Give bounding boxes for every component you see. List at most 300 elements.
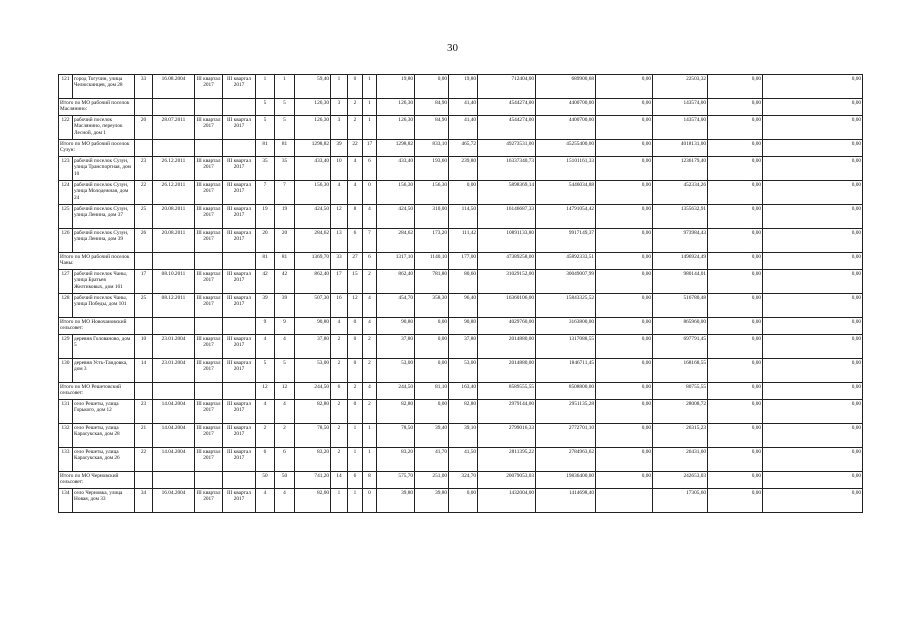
value-cell-p2: 2	[348, 99, 363, 116]
value-cell-p2: 15	[348, 270, 363, 294]
value-cell-f: 689900,68	[536, 75, 596, 99]
empty-cell	[153, 140, 195, 157]
value-cell-s: 59,40	[295, 75, 331, 99]
empty-cell	[195, 253, 223, 270]
housing-program-table	[58, 74, 863, 513]
table-row	[59, 448, 863, 472]
subtotal-label-cell: Итого по МО Черновский сельсовет:	[59, 472, 135, 489]
value-cell-p1: 10	[331, 157, 348, 181]
value-cell-s: 433,40	[295, 157, 331, 181]
value-cell-c: 2014880,00	[478, 359, 536, 383]
row-number-cell: 123	[59, 157, 73, 181]
value-cell-a: 5	[256, 116, 275, 140]
value-cell-f5: 0,00	[763, 75, 863, 99]
value-cell-f5: 0,00	[763, 253, 863, 270]
table-row	[59, 424, 863, 448]
value-cell-f5: 0,00	[763, 157, 863, 181]
value-cell-ar: 53,00	[377, 359, 415, 383]
value-cell-a2: 41,50	[449, 448, 478, 472]
value-cell-f4: 0,00	[708, 424, 763, 448]
value-cell-c: 16337340,73	[478, 157, 536, 181]
value-cell-a2: 37,80	[449, 335, 478, 359]
date-cell: 26.12.2011	[153, 157, 195, 181]
planned-quarter-cell: III квартал 2017	[195, 359, 223, 383]
value-cell-ar: 433,40	[377, 157, 415, 181]
value-cell-ar: 39,80	[377, 489, 415, 513]
value-cell-p1: 2	[331, 335, 348, 359]
row-number-cell: 128	[59, 294, 73, 318]
value-cell-p2: 6	[348, 472, 363, 489]
value-cell-f2: 0,00	[596, 294, 653, 318]
value-cell-s: 37,80	[295, 335, 331, 359]
address-cell: деревня Голованово, дом 5	[73, 335, 135, 359]
empty-cell	[135, 383, 153, 400]
value-cell-c: 47389258,00	[478, 253, 536, 270]
value-cell-f: 45255400,00	[536, 140, 596, 157]
value-cell-f4: 0,00	[708, 140, 763, 157]
value-cell-p1: 1	[331, 489, 348, 513]
value-cell-a2: 0,00	[449, 489, 478, 513]
year-cell: 26	[135, 229, 153, 253]
planned-quarter-cell: III квартал 2017	[195, 400, 223, 424]
value-cell-f3: 26431,60	[653, 448, 708, 472]
value-cell-b: 81	[275, 140, 295, 157]
value-cell-a1: 41,70	[415, 448, 449, 472]
value-cell-f4: 0,00	[708, 181, 763, 205]
value-cell-a2: 90,80	[449, 318, 478, 335]
subtotal-row	[59, 383, 863, 400]
address-cell: рабочий поселок Чаны, улица Братьев Желтиковых, дом 161	[73, 270, 135, 294]
value-cell-a2: 111,42	[449, 229, 478, 253]
value-cell-a: 6	[256, 448, 275, 472]
value-cell-a: 39	[256, 294, 275, 318]
address-cell: город Тогучин, улица Челюскинцев, дом 28	[73, 75, 135, 99]
subtotal-label-cell: Итого по МО Новочановский сельсовет:	[59, 318, 135, 335]
value-cell-f2: 0,00	[596, 270, 653, 294]
value-cell-f4: 0,00	[708, 318, 763, 335]
value-cell-a2: 177,00	[449, 253, 478, 270]
planned-quarter-cell: III квартал 2017	[195, 181, 223, 205]
value-cell-a2: 53,00	[449, 359, 478, 383]
empty-cell	[153, 318, 195, 335]
value-cell-f: 45892333,51	[536, 253, 596, 270]
value-cell-ar: 862,40	[377, 270, 415, 294]
value-cell-a: 35	[256, 157, 275, 181]
empty-cell	[135, 99, 153, 116]
value-cell-f5: 0,00	[763, 318, 863, 335]
year-cell: 14	[135, 359, 153, 383]
row-number-cell: 129	[59, 335, 73, 359]
value-cell-p3: 4	[363, 294, 377, 318]
row-number-cell: 131	[59, 400, 73, 424]
value-cell-f2: 0,00	[596, 116, 653, 140]
value-cell-p3: 1	[363, 448, 377, 472]
value-cell-f5: 0,00	[763, 181, 863, 205]
value-cell-a: 7	[256, 181, 275, 205]
value-cell-b: 42	[275, 270, 295, 294]
value-cell-b: 9	[275, 318, 295, 335]
value-cell-p1: 1	[331, 75, 348, 99]
table-row	[59, 116, 863, 140]
table-row	[59, 75, 863, 99]
value-cell-f3: 242653,03	[653, 472, 708, 489]
value-cell-p1: 33	[331, 253, 348, 270]
value-cell-c: 2799016,33	[478, 424, 536, 448]
value-cell-c: 5898369,14	[478, 181, 536, 205]
value-cell-a2: 82,80	[449, 400, 478, 424]
value-cell-a1: 0,00	[415, 75, 449, 99]
value-cell-f: 14791054,42	[536, 205, 596, 229]
table-row	[59, 335, 863, 359]
value-cell-f: 2784963,62	[536, 448, 596, 472]
value-cell-c: 4544274,00	[478, 99, 536, 116]
row-number-cell: 127	[59, 270, 73, 294]
value-cell-f3: 452334,26	[653, 181, 708, 205]
value-cell-ar: 126,30	[377, 99, 415, 116]
row-number-cell: 124	[59, 181, 73, 205]
value-cell-p2: 12	[348, 294, 363, 318]
value-cell-a2: 465,72	[449, 140, 478, 157]
value-cell-a1: 833,10	[415, 140, 449, 157]
value-cell-f5: 0,00	[763, 229, 863, 253]
year-cell: 10	[135, 335, 153, 359]
value-cell-p2: 4	[348, 181, 363, 205]
year-cell: 17	[135, 270, 153, 294]
row-number-cell: 126	[59, 229, 73, 253]
value-cell-b: 4	[275, 489, 295, 513]
value-cell-b: 12	[275, 383, 295, 400]
value-cell-c: 31029152,00	[478, 270, 536, 294]
date-cell: 08.12.2011	[153, 294, 195, 318]
value-cell-s: 83,20	[295, 448, 331, 472]
value-cell-f3: 143574,00	[653, 116, 708, 140]
value-cell-f3: 516780,48	[653, 294, 708, 318]
year-cell: 22	[135, 181, 153, 205]
table-row	[59, 181, 863, 205]
value-cell-f2: 0,00	[596, 400, 653, 424]
value-cell-s: 82,00	[295, 489, 331, 513]
value-cell-a1: 358,30	[415, 294, 449, 318]
year-cell: 34	[135, 489, 153, 513]
planned-quarter-cell: III квартал 2017	[195, 448, 223, 472]
value-cell-p1: 3	[331, 116, 348, 140]
value-cell-p3: 1	[363, 99, 377, 116]
empty-cell	[135, 318, 153, 335]
actual-quarter-cell: III квартал 2017	[223, 448, 256, 472]
value-cell-a: 19	[256, 205, 275, 229]
value-cell-a1: 173,20	[415, 229, 449, 253]
actual-quarter-cell: III квартал 2017	[223, 424, 256, 448]
value-cell-a1: 39,80	[415, 489, 449, 513]
value-cell-p1: 4	[331, 318, 348, 335]
value-cell-p2: 0	[348, 359, 363, 383]
value-cell-ar: 156,30	[377, 181, 415, 205]
empty-cell	[153, 472, 195, 489]
value-cell-b: 5	[275, 99, 295, 116]
value-cell-f5: 0,00	[763, 489, 863, 513]
value-cell-a: 81	[256, 140, 275, 157]
value-cell-s: 1298,82	[295, 140, 331, 157]
date-cell: 14.04.2004	[153, 448, 195, 472]
value-cell-ar: 19,80	[377, 75, 415, 99]
value-cell-f4: 0,00	[708, 75, 763, 99]
empty-cell	[223, 140, 256, 157]
value-cell-f2: 0,00	[596, 99, 653, 116]
value-cell-p3: 1	[363, 424, 377, 448]
table-row	[59, 205, 863, 229]
planned-quarter-cell: III квартал 2017	[195, 157, 223, 181]
value-cell-f2: 0,00	[596, 140, 653, 157]
planned-quarter-cell: III квартал 2017	[195, 116, 223, 140]
value-cell-f4: 0,00	[708, 157, 763, 181]
value-cell-f5: 0,00	[763, 140, 863, 157]
planned-quarter-cell: III квартал 2017	[195, 229, 223, 253]
value-cell-a1: 0,00	[415, 318, 449, 335]
table-row	[59, 489, 863, 513]
value-cell-p2: 4	[348, 157, 363, 181]
value-cell-p3: 2	[363, 400, 377, 424]
value-cell-f5: 0,00	[763, 205, 863, 229]
address-cell: село Решеты, улица Карасукская, дом 26	[73, 448, 135, 472]
value-cell-p1: 2	[331, 400, 348, 424]
empty-cell	[135, 253, 153, 270]
actual-quarter-cell: III квартал 2017	[223, 181, 256, 205]
value-cell-f5: 0,00	[763, 294, 863, 318]
value-cell-a: 4	[256, 400, 275, 424]
value-cell-c: 1432004,00	[478, 489, 536, 513]
value-cell-a2: 324,70	[449, 472, 478, 489]
value-cell-f2: 0,00	[596, 472, 653, 489]
value-cell-f5: 0,00	[763, 424, 863, 448]
value-cell-p1: 16	[331, 294, 348, 318]
empty-cell	[223, 472, 256, 489]
empty-cell	[153, 99, 195, 116]
value-cell-s: 1369,70	[295, 253, 331, 270]
value-cell-f2: 0,00	[596, 157, 653, 181]
value-cell-p2: 27	[348, 253, 363, 270]
value-cell-a: 1	[256, 75, 275, 99]
value-cell-f4: 0,00	[708, 383, 763, 400]
value-cell-p3: 8	[363, 472, 377, 489]
value-cell-p1: 2	[331, 424, 348, 448]
value-cell-a: 81	[256, 253, 275, 270]
planned-quarter-cell: III квартал 2017	[195, 205, 223, 229]
value-cell-ar: 37,80	[377, 335, 415, 359]
value-cell-c: 2979144,00	[478, 400, 536, 424]
value-cell-c: 2811395,22	[478, 448, 536, 472]
actual-quarter-cell: III квартал 2017	[223, 335, 256, 359]
subtotal-row	[59, 99, 863, 116]
date-cell: 20.08.2011	[153, 205, 195, 229]
row-number-cell: 121	[59, 75, 73, 99]
value-cell-a2: 163,40	[449, 383, 478, 400]
value-cell-a2: 19,80	[449, 75, 478, 99]
value-cell-c: 20079053,03	[478, 472, 536, 489]
value-cell-a2: 239,80	[449, 157, 478, 181]
value-cell-f2: 0,00	[596, 318, 653, 335]
value-cell-a: 5	[256, 99, 275, 116]
value-cell-a2: 39,10	[449, 424, 478, 448]
value-cell-f: 9917149,37	[536, 229, 596, 253]
value-cell-p2: 1	[348, 448, 363, 472]
value-cell-f3: 1496924,49	[653, 253, 708, 270]
value-cell-f: 5446034,88	[536, 181, 596, 205]
date-cell: 14.04.2004	[153, 424, 195, 448]
value-cell-f4: 0,00	[708, 99, 763, 116]
value-cell-a: 4	[256, 489, 275, 513]
value-cell-p3: 2	[363, 270, 377, 294]
value-cell-f3: 697791,45	[653, 335, 708, 359]
value-cell-f: 3163800,00	[536, 318, 596, 335]
value-cell-p1: 2	[331, 448, 348, 472]
actual-quarter-cell: III квартал 2017	[223, 359, 256, 383]
subtotal-row	[59, 472, 863, 489]
value-cell-f3: 143574,00	[653, 99, 708, 116]
value-cell-a: 20	[256, 229, 275, 253]
value-cell-f4: 0,00	[708, 229, 763, 253]
value-cell-f4: 0,00	[708, 294, 763, 318]
value-cell-f: 2951135,28	[536, 400, 596, 424]
empty-cell	[135, 472, 153, 489]
value-cell-p3: 2	[363, 359, 377, 383]
value-cell-s: 126,30	[295, 99, 331, 116]
value-cell-c: 4544274,00	[478, 116, 536, 140]
value-cell-c: 16146687,33	[478, 205, 536, 229]
value-cell-f3: 1355632,91	[653, 205, 708, 229]
table-row	[59, 157, 863, 181]
value-cell-c: 10891133,80	[478, 229, 536, 253]
value-cell-c: 8589555,55	[478, 383, 536, 400]
value-cell-f4: 0,00	[708, 448, 763, 472]
value-cell-b: 7	[275, 181, 295, 205]
year-cell: 25	[135, 205, 153, 229]
value-cell-ar: 90,80	[377, 318, 415, 335]
value-cell-p2: 8	[348, 205, 363, 229]
value-cell-f2	[596, 489, 653, 513]
subtotal-label-cell: Итого по МО рабочий поселок Сузун:	[59, 140, 135, 157]
value-cell-p2: 0	[348, 75, 363, 99]
value-cell-s: 284,62	[295, 229, 331, 253]
value-cell-p3: 4	[363, 205, 377, 229]
value-cell-p3: 2	[363, 335, 377, 359]
address-cell: село Решеты, улица Горького, дом 12	[73, 400, 135, 424]
value-cell-p3: 0	[363, 181, 377, 205]
value-cell-f3: 17305,60	[653, 489, 708, 513]
year-cell: 25	[135, 294, 153, 318]
value-cell-b: 5	[275, 116, 295, 140]
value-cell-a1: 81,10	[415, 383, 449, 400]
year-cell: 20	[135, 116, 153, 140]
value-cell-f2: 0,00	[596, 205, 653, 229]
value-cell-a1: 251,00	[415, 472, 449, 489]
value-cell-a2: 96,40	[449, 294, 478, 318]
value-cell-f2: 0,00	[596, 359, 653, 383]
value-cell-ar: 284,62	[377, 229, 415, 253]
subtotal-label-cell: Итого по МО рабочий поселок Чаны:	[59, 253, 135, 270]
value-cell-a2: 41,40	[449, 116, 478, 140]
value-cell-b: 81	[275, 253, 295, 270]
value-cell-c: 4029760,00	[478, 318, 536, 335]
value-cell-f2: 0,00	[596, 448, 653, 472]
value-cell-s: 424,50	[295, 205, 331, 229]
value-cell-f3: 80755,55	[653, 383, 708, 400]
actual-quarter-cell: III квартал 2017	[223, 270, 256, 294]
address-cell: рабочий поселок Чаны, улица Победы, дом 101	[73, 294, 135, 318]
value-cell-p2: 0	[348, 335, 363, 359]
row-number-cell: 133	[59, 448, 73, 472]
date-cell: 08.10.2011	[153, 270, 195, 294]
value-cell-p3: 4	[363, 383, 377, 400]
value-cell-f: 1317088,55	[536, 335, 596, 359]
value-cell-b: 6	[275, 448, 295, 472]
actual-quarter-cell: III квартал 2017	[223, 489, 256, 513]
value-cell-a1: 1140,10	[415, 253, 449, 270]
page-number: 30	[447, 42, 458, 54]
planned-quarter-cell: III квартал 2017	[195, 424, 223, 448]
value-cell-p1: 3	[331, 99, 348, 116]
value-cell-f4: 0,00	[708, 116, 763, 140]
subtotal-row	[59, 253, 863, 270]
value-cell-f2: 0,00	[596, 383, 653, 400]
subtotal-label-cell: Итого по МО рабочий поселок Маслянино:	[59, 99, 135, 116]
value-cell-a: 5	[256, 359, 275, 383]
value-cell-f2: 0,00	[596, 181, 653, 205]
value-cell-p2: 22	[348, 140, 363, 157]
date-cell: 28.07.2011	[153, 116, 195, 140]
value-cell-f4: 0,00	[708, 335, 763, 359]
value-cell-f: 19836400,00	[536, 472, 596, 489]
value-cell-f2: 0,00	[596, 335, 653, 359]
value-cell-f: 15843325,52	[536, 294, 596, 318]
value-cell-a: 9	[256, 318, 275, 335]
value-cell-a1: 156,30	[415, 181, 449, 205]
empty-cell	[223, 318, 256, 335]
value-cell-p1: 12	[331, 205, 348, 229]
address-cell: село Черновка, улица Новая, дом 33	[73, 489, 135, 513]
value-cell-ar: 244,50	[377, 383, 415, 400]
value-cell-p3: 1	[363, 116, 377, 140]
actual-quarter-cell: III квартал 2017	[223, 205, 256, 229]
address-cell: рабочий поселок Маслянино, переулок Лесной, дом 1	[73, 116, 135, 140]
subtotal-row	[59, 318, 863, 335]
address-cell: рабочий поселок Сузун, улица Молодежная, дом 24	[73, 181, 135, 205]
value-cell-f5: 0,00	[763, 400, 863, 424]
value-cell-s: 126,30	[295, 116, 331, 140]
value-cell-f4: 0,00	[708, 270, 763, 294]
value-cell-f2: 0,00	[596, 253, 653, 270]
value-cell-f: 8508800,00	[536, 383, 596, 400]
table-body	[59, 75, 863, 513]
value-cell-p3: 6	[363, 253, 377, 270]
empty-cell	[223, 253, 256, 270]
value-cell-s: 741,20	[295, 472, 331, 489]
value-cell-b: 39	[275, 294, 295, 318]
year-cell: 22	[135, 448, 153, 472]
empty-cell	[223, 99, 256, 116]
value-cell-f5: 0,00	[763, 448, 863, 472]
date-cell: 23.01.2004	[153, 335, 195, 359]
table-row	[59, 359, 863, 383]
empty-cell	[135, 140, 153, 157]
value-cell-p1: 39	[331, 140, 348, 157]
value-cell-f5: 0,00	[763, 99, 863, 116]
value-cell-b: 35	[275, 157, 295, 181]
value-cell-p1: 13	[331, 229, 348, 253]
value-cell-p3: 1	[363, 75, 377, 99]
value-cell-f3: 973984,43	[653, 229, 708, 253]
value-cell-f3: 1236179,40	[653, 157, 708, 181]
empty-cell	[153, 383, 195, 400]
